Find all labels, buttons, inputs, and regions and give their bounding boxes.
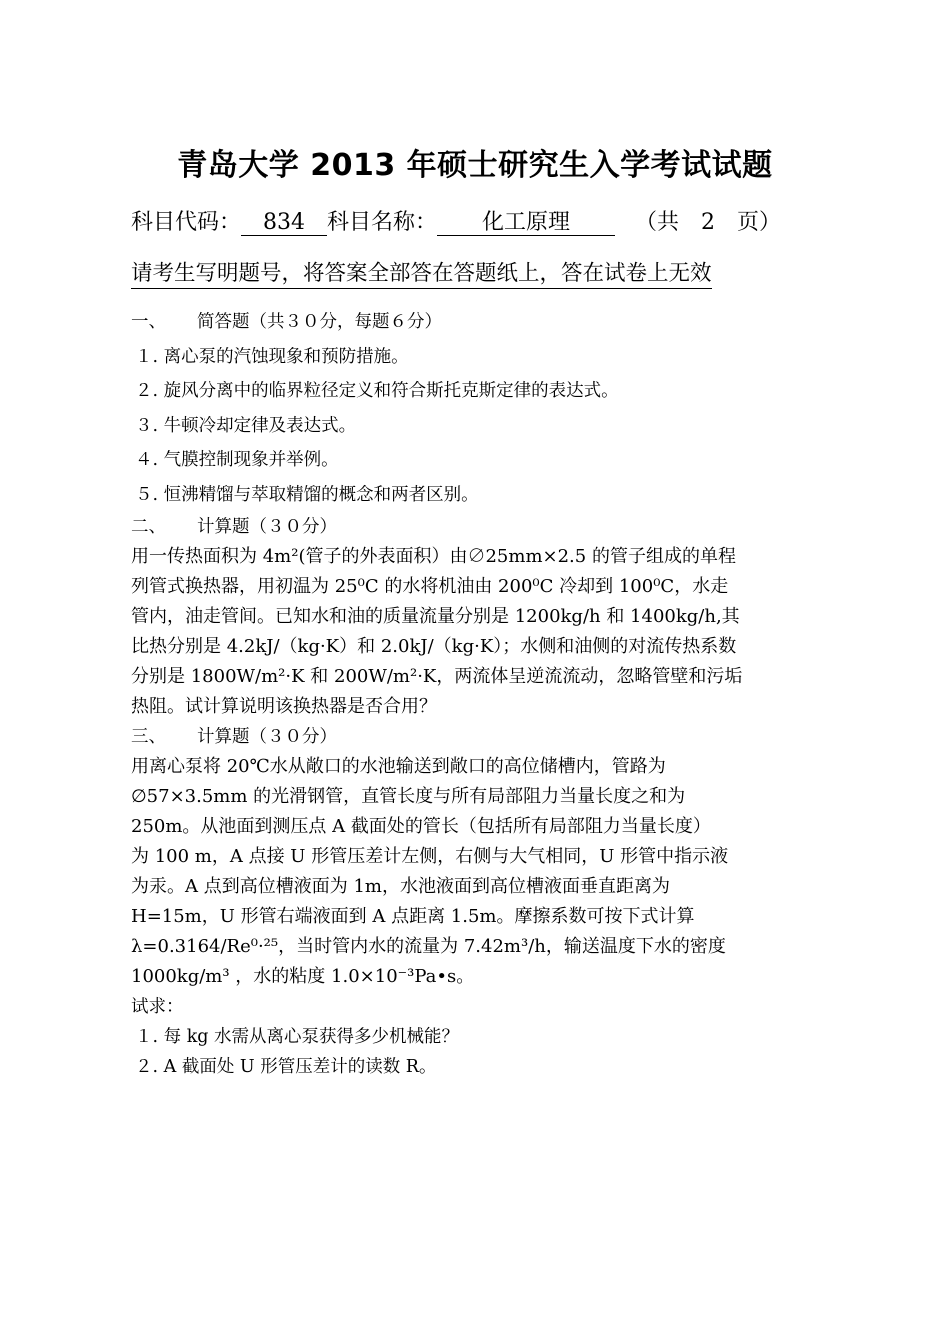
problem-3-line: 250m。从池面到测压点 A 截面处的管长（包括所有局部阻力当量长度） — [131, 816, 711, 837]
section-1-heading — [131, 305, 821, 340]
subject-name-label: 科目名称： — [327, 210, 438, 235]
section-3-title: 计算题（３０分） — [197, 727, 337, 747]
section-2-number: 二、 — [131, 517, 166, 537]
section-3-ask: 试求： — [131, 997, 184, 1017]
section-3-problem — [131, 752, 821, 992]
problem-3-line: ∅57×3.5mm 的光滑钢管，直管长度与所有局部阻力当量长度之和为 — [131, 786, 686, 807]
question-1-5: ５. 恒沸精馏与萃取精馏的概念和两者区别。 — [135, 484, 479, 505]
problem-2-line: 分别是 1800W/m²·K 和 200W/m²·K，两流体呈逆流流动，忽略管壁和污垢 — [131, 666, 743, 687]
section-2-problem — [131, 542, 821, 722]
question-1-4: ４. 气膜控制现象并举例。 — [135, 450, 339, 470]
section-3-number: 三、 — [131, 727, 166, 747]
section-2-heading — [131, 512, 821, 542]
section-1-title: 简答题（共３０分，每题６分） — [197, 312, 442, 332]
subject-info — [131, 205, 781, 236]
problem-2-line: 热阻。试计算说明该换热器是否合用？ — [131, 696, 437, 717]
problem-3-line: 用离心泵将 20℃水从敞口的水池输送到敞口的高位储槽内，管路为 — [131, 756, 666, 777]
problem-2-line: 列管式换热器，用初温为 25⁰C 的水将机油由 200⁰C 冷却到 100⁰C，水走 — [131, 576, 729, 597]
exam-body — [131, 305, 821, 1082]
exam-title: 青岛大学 2013 年硕士研究生入学考试试题 — [177, 148, 773, 183]
problem-3-line: H=15m，U 形管右端液面到 A 点距离 1.5m。摩擦系数可按下式计算 — [131, 906, 695, 927]
subject-code: 834 — [241, 211, 327, 236]
question-3-1: １. 每 kg 水需从离心泵获得多少机械能？ — [135, 1027, 460, 1047]
problem-3-line: λ=0.3164/Re⁰·²⁵，当时管内水的流量为 7.42m³/h，输送温度下水的密度 — [131, 936, 726, 957]
question-1-1: １. 离心泵的汽蚀现象和预防措施。 — [135, 346, 409, 367]
problem-2-line: 用一传热面积为 4m²(管子的外表面积）由∅25mm×2.5 的管子组成的单程 — [131, 546, 736, 567]
section-1-number: 一、 — [131, 312, 166, 332]
problem-3-line: 为 100 m，A 点接 U 形管压差计左侧，右侧与大气相同，U 形管中指示液 — [131, 846, 729, 867]
problem-3-line: 为汞。A 点到高位槽液面为 1m，水池液面到高位槽液面垂直距离为 — [131, 876, 670, 897]
question-1-3: ３. 牛顿冷却定律及表达式。 — [135, 415, 357, 436]
section-2-title: 计算题（３０分） — [197, 517, 337, 537]
problem-2-line: 比热分别是 4.2kJ/（kg·K）和 2.0kJ/（kg·K）；水侧和油侧的对流传热系数 — [131, 636, 737, 657]
exam-notice: 请考生写明题号，将答案全部答在答题纸上，答在试卷上无效 — [131, 260, 712, 289]
subject-code-label: 科目代码： — [131, 210, 242, 235]
question-1-2: ２. 旋风分离中的临界粒径定义和符合斯托克斯定律的表达式。 — [135, 381, 619, 401]
question-3-2: ２. A 截面处 U 形管压差计的读数 R。 — [135, 1057, 437, 1077]
page-count: （共 2 页） — [635, 210, 782, 235]
problem-3-line: 1000kg/m³ ，水的粘度 1.0×10⁻³Pa•s。 — [131, 966, 475, 987]
problem-2-line: 管内，油走管间。已知水和油的质量流量分别是 1200kg/h 和 1400kg/h,其 — [131, 606, 740, 627]
subject-name: 化工原理 — [437, 211, 615, 236]
section-3-heading — [131, 722, 821, 752]
